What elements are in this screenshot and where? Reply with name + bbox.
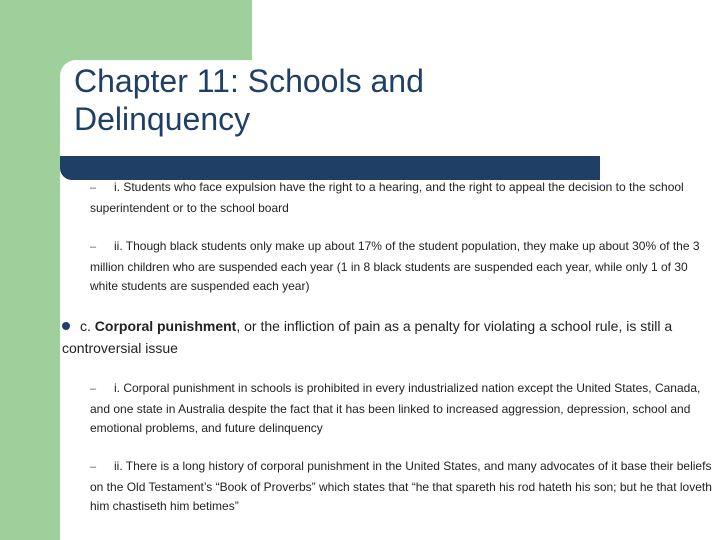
main-bullet-prefix: c. (80, 318, 95, 334)
sub-bullet-1-text: i. Students who face expulsion have the right to a hearing, and the right to appeal the decision to the school superintendent or to the school board (90, 180, 684, 215)
main-bullet (62, 315, 707, 359)
sub-bullet-1 (90, 178, 710, 218)
sub-bullet-2 (90, 237, 715, 297)
sub-bullet-3 (90, 379, 715, 439)
bullet-icon (62, 322, 70, 330)
dash-icon: – (90, 241, 97, 253)
main-bullet-term: Corporal punishment (94, 318, 237, 334)
sub-bullet-2-text: ii. Though black students only make up about 17% of the student population, they make up about 30% of the 3 million children who are suspended each year (1 in 8 black students are suspended each year, while only 1 of 30 white students are suspended each year) (90, 239, 700, 293)
sub-bullet-4-text: ii. There is a long history of corporal punishment in the United States, and many advocates of it base their beliefs on the Old Testament’s “Book of Proverbs” which states that “he that spareth his rod hateth his son; but he that loveth him chastiseth him betimes” (90, 459, 712, 513)
title-line-2: Delinquency (74, 101, 251, 137)
dash-icon: – (90, 383, 97, 395)
slide-title (74, 62, 674, 138)
dash-icon: – (90, 182, 97, 194)
sub-bullet-4 (90, 457, 718, 517)
sub-bullet-3-text: i. Corporal punishment in schools is prohibited in every industrialized nation except the United States, Canada, and one state in Australia despite the fact that it has been linked to increased aggression, depression, school and emotional problems, and future delinquency (90, 381, 701, 435)
decorative-left-strip (0, 0, 60, 540)
title-underline-bar (60, 156, 600, 180)
dash-icon: – (90, 461, 97, 473)
title-line-1: Chapter 11: Schools and (74, 63, 424, 99)
main-bullet-text: , or the infliction of pain as a penalty for violating a school rule, is still a controversial issue (62, 318, 673, 356)
